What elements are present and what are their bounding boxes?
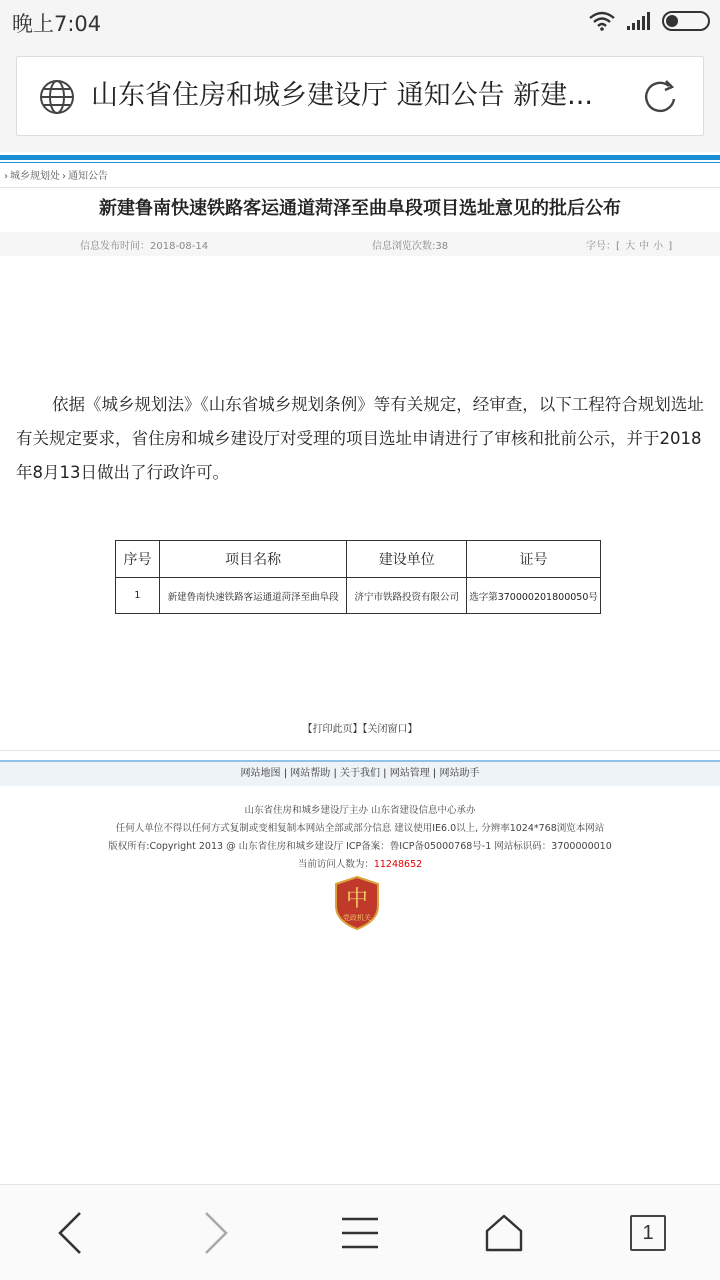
header-accent-line-thin	[0, 162, 720, 163]
article-meta	[0, 232, 720, 256]
reload-icon[interactable]	[641, 77, 681, 117]
footer-link-admin[interactable]: 网站管理	[389, 768, 430, 779]
page-actions	[0, 720, 720, 735]
table-cell: 选字第370000201800050号	[467, 578, 601, 614]
footer-separator: |	[429, 768, 440, 779]
chevron-left-icon	[56, 1211, 84, 1255]
table-cell: 济宁市铁路投资有限公司	[347, 578, 467, 614]
chevron-right-icon	[202, 1211, 230, 1255]
footer-link-help[interactable]: 网站帮助	[290, 768, 331, 779]
browser-bottom-nav	[0, 1184, 720, 1280]
font-size-control	[586, 237, 672, 252]
footer-link-assistant[interactable]: 网站助手	[439, 768, 480, 779]
print-page-link[interactable]: 【打印此页】	[302, 724, 363, 735]
footer-link-about[interactable]: 关于我们	[340, 768, 380, 779]
breadcrumb-separator-icon: ›	[4, 171, 8, 182]
divider	[0, 187, 720, 188]
footer-visitor-line	[0, 856, 720, 874]
home-button[interactable]	[480, 1209, 528, 1257]
table-cell: 新建鲁南快速铁路客运通道菏泽至曲阜段	[159, 578, 347, 614]
home-icon	[484, 1213, 524, 1253]
address-title[interactable]: 山东省住房和城乡建设厅 通知公告 新建...	[91, 80, 593, 111]
footer-icp-line: 版权所有:Copyright 2013 @ 山东省住房和城乡建设厅 ICP备案：鲁ICP备05000768号-1 网站标识码：3700000010	[108, 841, 612, 852]
breadcrumb	[4, 167, 110, 182]
party-government-emblem-icon[interactable]	[334, 876, 380, 930]
visitor-label: 当前访问人数为：	[297, 859, 374, 870]
article-body: 依据《城乡规划法》《山东省城乡规划条例》等有关规定，经审查，以下工程符合规划选址有关规定要求，省住房和城乡建设厅对受理的项目选址申请进行了审核和批前公示，并于2018年8月13日做出了行政许可。	[16, 395, 704, 482]
emblem-label: 党政机关	[343, 914, 371, 922]
table-cell: 1	[116, 578, 160, 614]
column-header: 项目名称	[159, 541, 347, 578]
column-header: 证号	[467, 541, 601, 578]
footer-nav	[0, 760, 720, 786]
footer-separator: |	[380, 768, 390, 779]
close-window-link[interactable]: 【关闭窗口】	[362, 724, 418, 735]
menu-button[interactable]	[336, 1209, 384, 1257]
font-medium-link[interactable]: 中	[639, 241, 650, 252]
forward-button[interactable]	[192, 1209, 240, 1257]
breadcrumb-item-notices[interactable]: 通知公告	[68, 171, 108, 182]
address-bar[interactable]	[16, 56, 704, 136]
signal-icon	[626, 11, 652, 31]
font-size-label: 字号：[	[586, 241, 620, 252]
svg-text:中: 中	[345, 887, 369, 912]
breadcrumb-separator-icon: ›	[62, 171, 66, 182]
table-row	[116, 578, 601, 614]
article-title: 新建鲁南快速铁路客运通道菏泽至曲阜段项目选址意见的批后公布	[99, 198, 621, 219]
wifi-icon	[588, 11, 616, 31]
header-accent-line	[0, 155, 720, 160]
breadcrumb-item-planning[interactable]: 城乡规划处	[10, 171, 60, 182]
footer-copyright-notice: 任何人单位不得以任何方式复制或变相复制本网站全部或部分信息 建议使用IE6.0以上, 分辨率1024*768浏览本网站	[115, 823, 605, 834]
publish-date: 信息发布时间：2018-08-14	[80, 241, 209, 252]
tab-count: 1	[630, 1215, 666, 1251]
browser-toolbar	[0, 42, 720, 152]
tabs-button[interactable]	[624, 1209, 672, 1257]
font-size-close: ]	[668, 241, 673, 252]
footer-separator: |	[280, 768, 291, 779]
font-small-link[interactable]: 小	[653, 241, 664, 252]
footer-info	[0, 802, 720, 874]
status-icons	[588, 10, 710, 32]
back-button[interactable]	[46, 1209, 94, 1257]
footer-host-line: 山东省住房和城乡建设厅主办 山东省建设信息中心承办	[244, 805, 476, 816]
status-bar	[0, 0, 720, 42]
hamburger-menu-icon	[340, 1216, 380, 1250]
footer-separator: |	[330, 768, 340, 779]
project-table	[115, 540, 601, 614]
column-header: 建设单位	[347, 541, 467, 578]
visitor-count: 11248652	[373, 859, 423, 870]
battery-icon	[662, 11, 710, 31]
table-header-row	[116, 541, 601, 578]
globe-icon	[39, 79, 75, 115]
footer-link-sitemap[interactable]: 网站地图	[240, 768, 281, 779]
view-count: 信息浏览次数:38	[372, 241, 449, 252]
column-header: 序号	[116, 541, 160, 578]
status-time: 晚上7:04	[12, 12, 102, 36]
divider	[0, 750, 720, 751]
font-large-link[interactable]: 大	[625, 241, 636, 252]
